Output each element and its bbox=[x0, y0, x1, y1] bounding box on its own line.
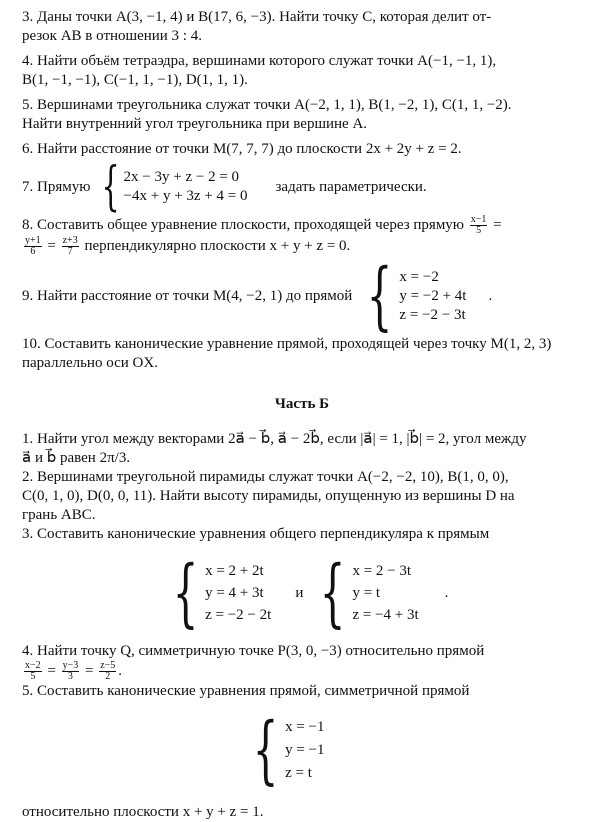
b5-eq2: y = −1 bbox=[285, 741, 325, 758]
b2-line2: C(0, 1, 0), D(0, 0, 11). Найти высоту пирамиды, опущенную из вершины D на bbox=[22, 488, 515, 504]
problem-4 bbox=[22, 52, 582, 90]
p9-eq3: z = −2 − 3t bbox=[399, 306, 466, 323]
b4-frac3: $\frac{z-5}{2}$ bbox=[100, 660, 116, 682]
p9-dot: . bbox=[488, 287, 493, 304]
b5-eq1: x = −1 bbox=[285, 718, 325, 735]
p4-line1: 4. Найти объём тетраэдра, вершинами которого служат точки A(−1, −1, 1), bbox=[22, 53, 497, 69]
b3-dot: . bbox=[444, 584, 449, 601]
problem-8: 8. Составить общее уравнение плоскости, проходящей через прямую $\frac{x-1}{5}$ = $\frac{y+1}{6}$ = $\frac{z+3}{7}$ перпендикулярно плоскости x + y + z = 0. bbox=[22, 214, 502, 257]
problem-5 bbox=[22, 96, 582, 134]
problem-b2 bbox=[22, 468, 582, 525]
b3-s2-eq2: y = t bbox=[352, 585, 381, 601]
p9-system bbox=[356, 253, 467, 339]
p8-text: 8. Составить общее уравнение плоскости, проходящей через прямую bbox=[22, 216, 465, 233]
p7-eq2: −4x + y + 3z + 4 = 0 bbox=[123, 188, 248, 204]
b3-s1-eq1: x = 2 + 2t bbox=[205, 563, 264, 579]
b5-eq3: z = t bbox=[285, 764, 312, 781]
problem-b4: 4. Найти точку Q, симметричную точке P(3, 0, −3) относительно прямой $\frac{x-2}{5}$ = $\frac{y-3}{3}$ = $\frac{z-5}{2}$ . bbox=[22, 642, 582, 682]
problem-9 bbox=[22, 253, 582, 339]
p8-frac1: $\frac{x-1}{5}$ bbox=[470, 214, 487, 236]
b3-system1 bbox=[162, 550, 272, 636]
b3-system2 bbox=[309, 550, 419, 636]
b3-s1-eq3: z = −2 − 2t bbox=[205, 607, 272, 623]
p10-line1: 10. Составить канонические уравнение прямой, проходящей через точку M(1, 2, 3) bbox=[22, 336, 552, 352]
problem-6: 6. Найти расстояние от точки M(7, 7, 7) до плоскости 2x + 2y + z = 2. bbox=[22, 141, 462, 157]
p9-label: 9. Найти расстояние от точки M(4, −2, 1) до прямой bbox=[22, 287, 353, 304]
b4-line1: 4. Найти точку Q, симметричную точке P(3, 0, −3) относительно прямой bbox=[22, 643, 485, 659]
brace-icon: { bbox=[101, 157, 121, 217]
b3-systems bbox=[162, 550, 582, 636]
p7-system bbox=[94, 157, 248, 217]
problem-b1 bbox=[22, 430, 582, 468]
b3-s2-eq3: z = −4 + 3t bbox=[352, 607, 419, 623]
b1-line1: 1. Найти угол между векторами 2a⃗ − b⃗, a⃗ − 2b⃗, если |a⃗| = 1, |b⃗| = 2, угол между bbox=[22, 431, 527, 447]
part-b-title: Часть Б bbox=[274, 396, 330, 412]
p5-line1: 5. Вершинами треугольника служат точки A(−2, 1, 1), B(1, −2, 1), C(1, 1, −2). bbox=[22, 97, 512, 113]
p8-frac2: $\frac{y+1}{6}$ bbox=[25, 235, 41, 257]
b1-line2: a⃗ и b⃗ равен 2π/3. bbox=[22, 450, 131, 466]
problem-3 bbox=[22, 8, 582, 46]
p7-tail: задать параметрически. bbox=[275, 178, 427, 195]
brace-icon: { bbox=[319, 550, 346, 636]
p3-line2: резок AB в отношении 3 : 4. bbox=[22, 28, 202, 44]
b3-s1-eq2: y = 4 + 3t bbox=[205, 585, 264, 601]
p3-line1: 3. Даны точки A(3, −1, 4) и B(17, 6, −3). Найти точку C, которая делит от- bbox=[22, 9, 492, 25]
p8-equals: = bbox=[493, 216, 502, 233]
p10-line2: параллельно оси OX. bbox=[22, 355, 158, 371]
b5-tail: относительно плоскости x + y + z = 1. bbox=[22, 804, 264, 820]
p8-tail: перпендикулярно плоскости x + y + z = 0. bbox=[84, 237, 351, 254]
b4-frac2: $\frac{y-3}{3}$ bbox=[62, 660, 79, 682]
b5-system bbox=[242, 707, 582, 793]
brace-icon: { bbox=[366, 253, 393, 339]
b2-line1: 2. Вершинами треугольной пирамиды служат точки A(−2, −2, 10), B(1, 0, 0), bbox=[22, 469, 509, 485]
p4-line2: B(1, −1, −1), C(−1, 1, −1), D(1, 1, 1). bbox=[22, 72, 248, 88]
p9-eq1: x = −2 bbox=[399, 268, 439, 285]
brace-icon: { bbox=[252, 707, 279, 793]
problem-b3: 3. Составить канонические уравнения общего перпендикуляра к прямым bbox=[22, 526, 490, 542]
problem-b5: 5. Составить канонические уравнения прямой, симметричной прямой bbox=[22, 683, 470, 699]
b3-s2-eq1: x = 2 − 3t bbox=[352, 563, 412, 579]
brace-icon: { bbox=[172, 550, 199, 636]
p5-line2: Найти внутренний угол треугольника при вершине A. bbox=[22, 116, 368, 132]
p7-label: 7. Прямую bbox=[22, 178, 91, 195]
b3-and: и bbox=[295, 584, 304, 601]
p9-eq2: y = −2 + 4t bbox=[399, 287, 467, 304]
p7-eq1: 2x − 3y + z − 2 = 0 bbox=[123, 169, 240, 185]
problem-10 bbox=[22, 335, 582, 373]
problem-sheet bbox=[22, 8, 582, 822]
b4-frac1: $\frac{x-2}{5}$ bbox=[25, 660, 41, 682]
p8-frac3: $\frac{z+3}{7}$ bbox=[62, 235, 78, 257]
b2-line3: грань ABC. bbox=[22, 507, 96, 523]
problem-7 bbox=[22, 157, 582, 217]
